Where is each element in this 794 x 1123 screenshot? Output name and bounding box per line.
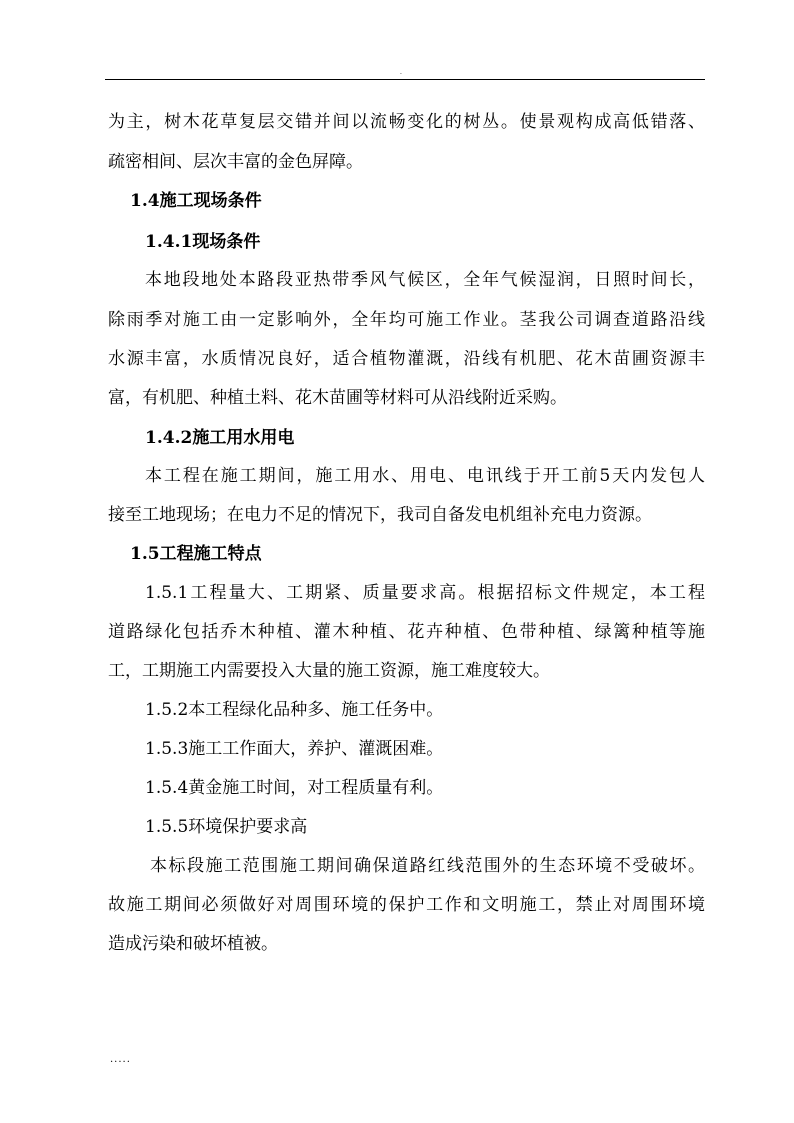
paragraph-line: 造成污染和破坏植被。 [108, 934, 278, 954]
header-rule [105, 79, 705, 80]
paragraph-line: 为主，树木花草复层交错并间以流畅变化的树丛。使景观构成高低错落、 [108, 112, 705, 132]
subsection-heading: 1.4.1现场条件 [145, 232, 261, 252]
paragraph-line: 接至工地现场；在电力不足的情况下，我司自备发电机组补充电力资源。 [108, 505, 652, 525]
paragraph-line: 除雨季对施工由一定影响外，全年均可施工作业。茎我公司调查道路沿线 [108, 310, 705, 330]
paragraph-line: 工，工期施工内需要投入大量的施工资源，施工难度较大。 [108, 661, 550, 681]
paragraph-line: 1.5.1工程量大、工期紧、质量要求高。根据招标文件规定，本工程 [145, 583, 705, 603]
subsection-heading: 1.4.2施工用水用电 [145, 428, 295, 448]
paragraph-line: 故施工期间必须做好对周围环境的保护工作和文明施工，禁止对周围环境 [108, 895, 705, 915]
footer-mark: ..... [110, 1054, 131, 1065]
paragraph-line: 富，有机肥、种植土料、花木苗圃等材料可从沿线附近采购。 [108, 388, 567, 408]
section-heading: 1.5工程施工特点 [130, 544, 262, 564]
section-heading: 1.4施工现场条件 [130, 191, 262, 211]
paragraph-line: 本标段施工范围施工期间确保道路红线范围外的生态环境不受破坏。 [150, 856, 705, 876]
header-mark: . [400, 69, 402, 76]
paragraph-line: 本地段地处本路段亚热带季风气候区，全年气候湿润，日照时间长， [145, 270, 705, 290]
list-item: 1.5.5环境保护要求高 [145, 817, 308, 837]
list-item: 1.5.3施工工作面大，养护、灌溉困难。 [145, 739, 444, 759]
paragraph-line: 水源丰富，水质情况良好，适合植物灌溉，沿线有机肥、花木苗圃资源丰 [108, 349, 705, 369]
list-item: 1.5.2本工程绿化品种多、施工任务中。 [145, 700, 444, 720]
list-item: 1.5.4黄金施工时间，对工程质量有利。 [145, 778, 444, 798]
paragraph-line: 道路绿化包括乔木种植、灌木种植、花卉种植、色带种植、绿篱种植等施 [108, 622, 705, 642]
paragraph-line: 本工程在施工期间，施工用水、用电、电讯线于开工前5天内发包人 [145, 466, 705, 486]
paragraph-line: 疏密相间、层次丰富的金色屏障。 [108, 152, 363, 172]
